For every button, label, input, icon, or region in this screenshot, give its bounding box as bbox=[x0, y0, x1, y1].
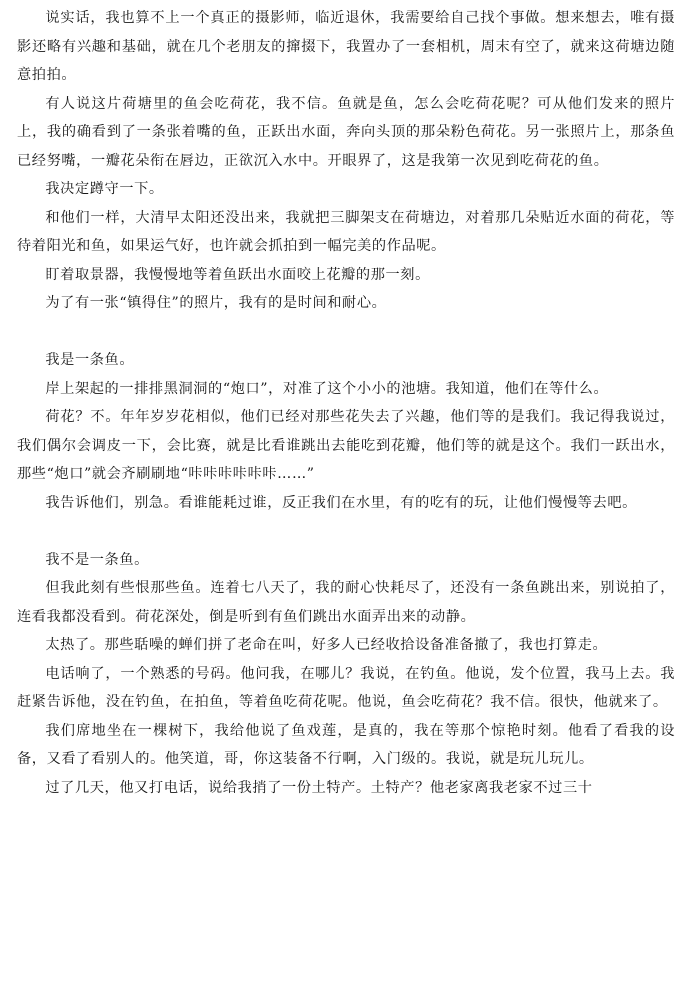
section-gap bbox=[17, 517, 675, 546]
paragraph: 但我此刻有些恨那些鱼。连着七八天了，我的耐心快耗尽了，还没有一条鱼跳出来，别说拍了，连看我都没看到。荷花深处，倒是听到有鱼们跳出水面弄出来的动静。 bbox=[17, 580, 675, 625]
paragraph: 说实话，我也算不上一个真正的摄影师，临近退休，我需要给自己找个事做。想来想去，唯有摄影还略有兴趣和基础，就在几个老朋友的撺掇下，我置办了一套相机，周末有空了，就来这荷塘边随意拍拍。 bbox=[17, 10, 675, 83]
paragraph: 和他们一样，大清早太阳还没出来，我就把三脚架支在荷塘边，对着那几朵贴近水面的荷花，等待着阳光和鱼，如果运气好，也许就会抓拍到一幅完美的作品呢。 bbox=[17, 209, 675, 254]
paragraph: 为了有一张“镇得住”的照片，我有的是时间和耐心。 bbox=[45, 295, 387, 311]
section-gap bbox=[17, 318, 675, 347]
paragraph: 我告诉他们，别急。看谁能耗过谁，反正我们在水里，有的吃有的玩，让他们慢慢等去吧。 bbox=[45, 494, 637, 511]
paragraph: 岸上架起的一排排黑洞洞的“炮口”，对准了这个小小的池塘。我知道，他们在等什么。 bbox=[45, 380, 609, 397]
paragraph: 我决定蹲守一下。 bbox=[45, 181, 164, 197]
paragraph: 我们席地坐在一棵树下，我给他说了鱼戏莲，是真的，我在等那个惊艳时刻。他看了看我的设备，又看了看别人的。他笑道，哥，你这装备不行啊，入门级的。我说，就是玩儿玩儿。 bbox=[17, 722, 675, 767]
section-heading: 我不是一条鱼。 bbox=[45, 551, 149, 568]
paragraph: 太热了。那些聒噪的蝉们拼了老命在叫，好多人已经收拾设备准备撤了，我也打算走。 bbox=[45, 637, 608, 653]
paragraph: 有人说这片荷塘里的鱼会吃荷花，我不信。鱼就是鱼，怎么会吃荷花呢？可从他们发来的照片上，我的确看到了一条张着嘴的鱼，正跃出水面，奔向头顶的那朵粉色荷花。另一张照片上，那条鱼已经努嘴，一瓣花朵衔在唇边，正欲沉入水中。开眼界了，这是我第一次见到吃荷花的鱼。 bbox=[17, 95, 675, 169]
section-heading: 我是一条鱼。 bbox=[45, 352, 135, 368]
paragraph: 盯着取景器，我慢慢地等着鱼跃出水面咬上花瓣的那一刻。 bbox=[45, 266, 430, 283]
paragraph: 电话响了，一个熟悉的号码。他问我，在哪儿？我说，在钓鱼。他说，发个位置，我马上去。我赶紧告诉他，没在钓鱼，在拍鱼，等着鱼吃荷花呢。他说，鱼会吃荷花？我不信。很快，他就来了。 bbox=[17, 665, 675, 710]
paragraph: 过了几天，他又打电话，说给我捎了一份土特产。土特产？他老家离我老家不过三十 bbox=[45, 779, 593, 796]
paragraph: 荷花？不。年年岁岁花相似，他们已经对那些花失去了兴趣，他们等的是我们。我记得我说过，我们偶尔会调皮一下，会比赛，就是比看谁跳出去能吃到花瓣，他们等的就是这个。我们一跃出水，那些“炮口”就会齐刷刷地“咔咔咔咔咔咔……” bbox=[17, 409, 675, 482]
